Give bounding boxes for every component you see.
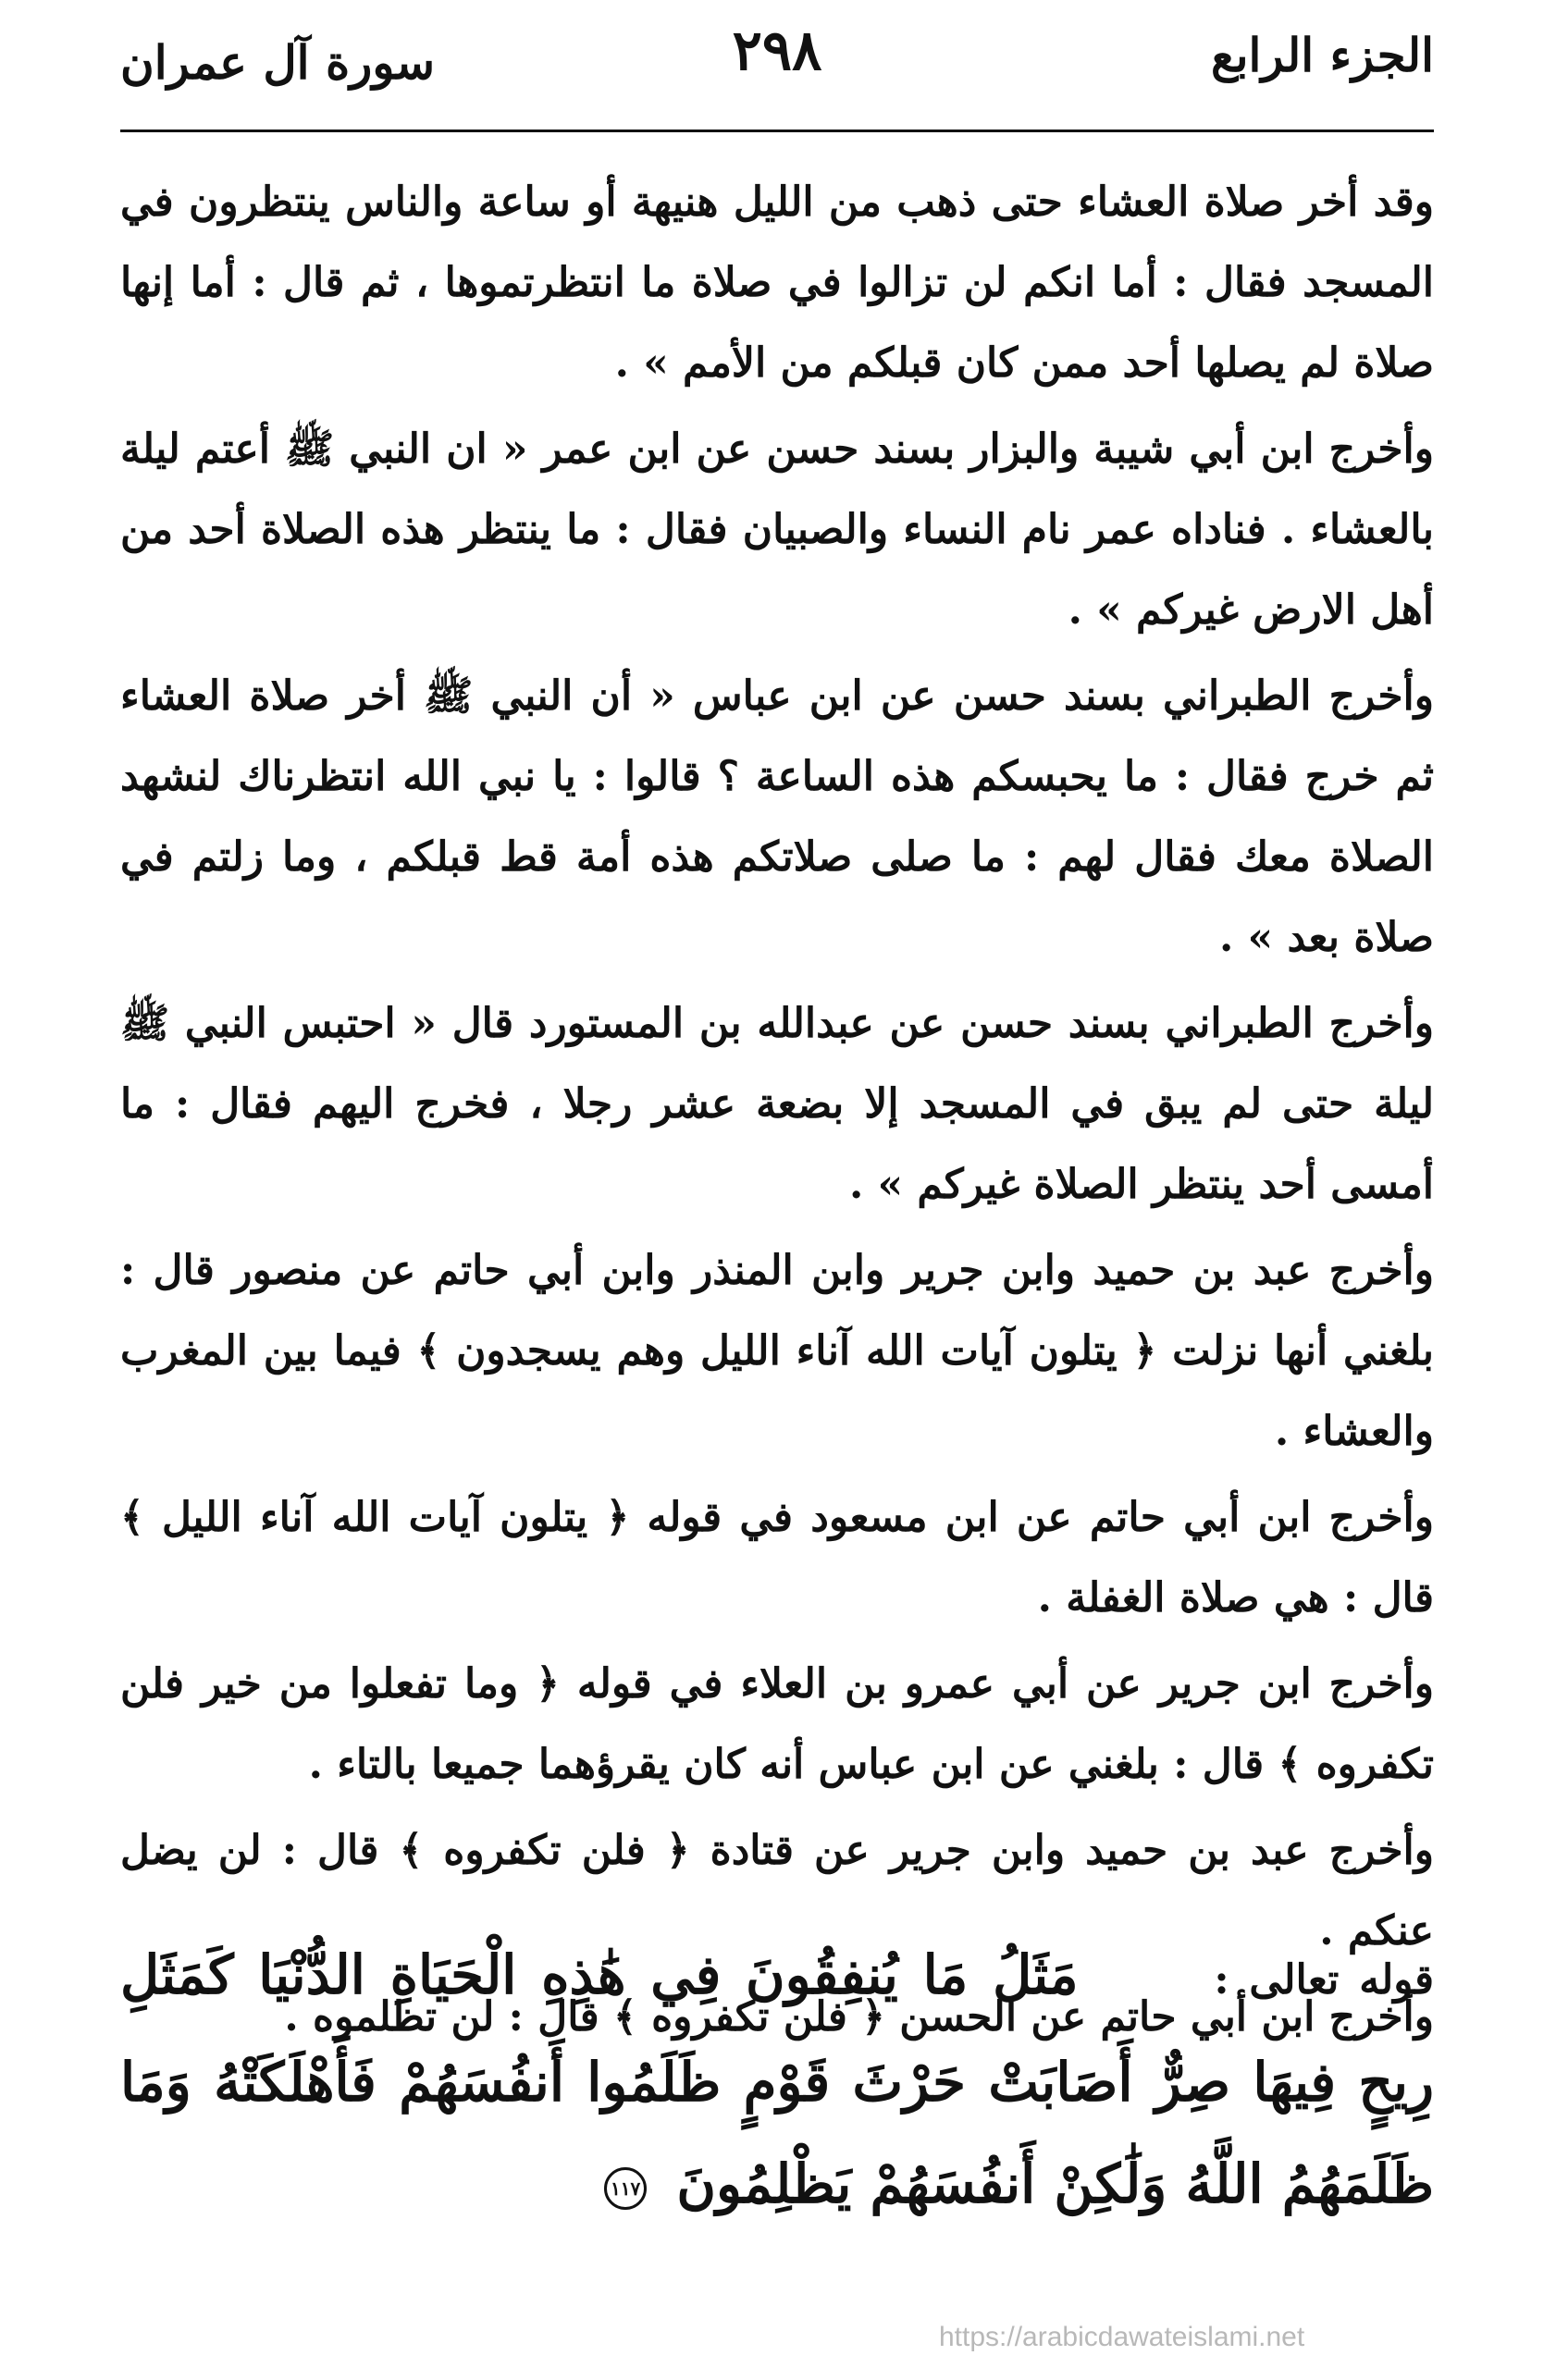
verse-text: مَثَلُ مَا يُنفِقُونَ فِي هَٰذِهِ الْحَيَاةِ الدُّنْيَا كَمَثَلِ رِيحٍ فِيهَا صِرٌّ أَصَابَتْ حَرْثَ قَوْمٍ ظَلَمُوا أَنفُسَهُمْ فَأَهْلَكَتْهُ وَمَا ظَلَمَهُمُ اللَّهُ وَلَٰكِنْ أَنفُسَهُمْ يَظْلِمُونَ	[120, 1943, 1434, 2215]
commentary-text	[120, 162, 1434, 2057]
paragraph: وأخرج عبد بن حميد وابن جرير عن قتادة ﴿ فلن تكفروه ﴾ قال : لن يضل عنكم .	[120, 1827, 1434, 1955]
verse-label: قوله تعالى :	[1214, 1956, 1434, 2004]
paragraph: وأخرج عبد بن حميد وابن جرير وابن المنذر وابن أبي حاتم عن منصور قال : بلغني أنها نزلت ﴿ يتلون آيات الله آناء الليل وهم يسجدون ﴾ فيما بين المغرب والعشاء .	[120, 1247, 1434, 1455]
paragraph: وأخرج الطبراني بسند حسن عن عبدالله بن المستورد قال « احتبس النبي ﷺ ليلة حتى لم يبق في المسجد إلا بضعة عشر رجلا ، فخرج اليهم فقال : ما أمسى أحد ينتظر الصلاة غيركم » .	[120, 1000, 1434, 1208]
surah-title: سورة آل عمران	[120, 35, 436, 90]
page-header	[120, 18, 1434, 120]
paragraph: وأخرج ابن أبي شيبة والبزار بسند حسن عن ابن عمر « ان النبي ﷺ أعتم ليلة بالعشاء . فناداه عمر نام النساء والصبيان فقال : ما ينتظر هذه الصلاة أحد من أهل الارض غيركم » .	[120, 425, 1434, 634]
paragraph: وأخرج ابن جرير عن أبي عمرو بن العلاء في قوله ﴿ وما تفعلوا من خير فلن تكفروه ﴾ قال : بلغني عن ابن عباس أنه كان يقرؤهما جميعا بالتاء .	[120, 1660, 1434, 1788]
paragraph: وأخرج ابن أبي حاتم عن الحسن ﴿ فلن تكفروه ﴾ قال : لن تظلموه .	[284, 1993, 1434, 2041]
watermark-url: https://arabicdawateislami.net	[939, 2322, 1305, 2352]
header-divider	[120, 129, 1434, 132]
quran-verse	[120, 1924, 1434, 2235]
page-number: ٢٩٨	[732, 18, 822, 83]
paragraph: وقد أخر صلاة العشاء حتى ذهب من الليل هنيهة أو ساعة والناس ينتظرون في المسجد فقال : أما انكم لن تزالوا في صلاة ما انتظرتموها ، ثم قال : أما إنها صلاة لم يصلها أحد ممن كان قبلكم من الأمم » .	[120, 179, 1434, 387]
paragraph: وأخرج ابن أبي حاتم عن ابن مسعود في قوله ﴿ يتلون آيات الله آناء الليل ﴾ قال : هي صلاة الغفلة .	[120, 1494, 1434, 1622]
ayah-number-marker: ١١٧	[604, 2167, 647, 2210]
paragraph: وأخرج الطبراني بسند حسن عن ابن عباس « أن النبي ﷺ أخر صلاة العشاء ثم خرج فقال : ما يحبسكم هذه الساعة ؟ قالوا : يا نبي الله انتظرناك لنشهد الصلاة معك فقال لهم : ما صلى صلاتكم هذه أمة قط قبلكم ، وما زلتم في صلاة بعد » .	[120, 672, 1434, 961]
part-title: الجزء الرابع	[1210, 28, 1434, 82]
